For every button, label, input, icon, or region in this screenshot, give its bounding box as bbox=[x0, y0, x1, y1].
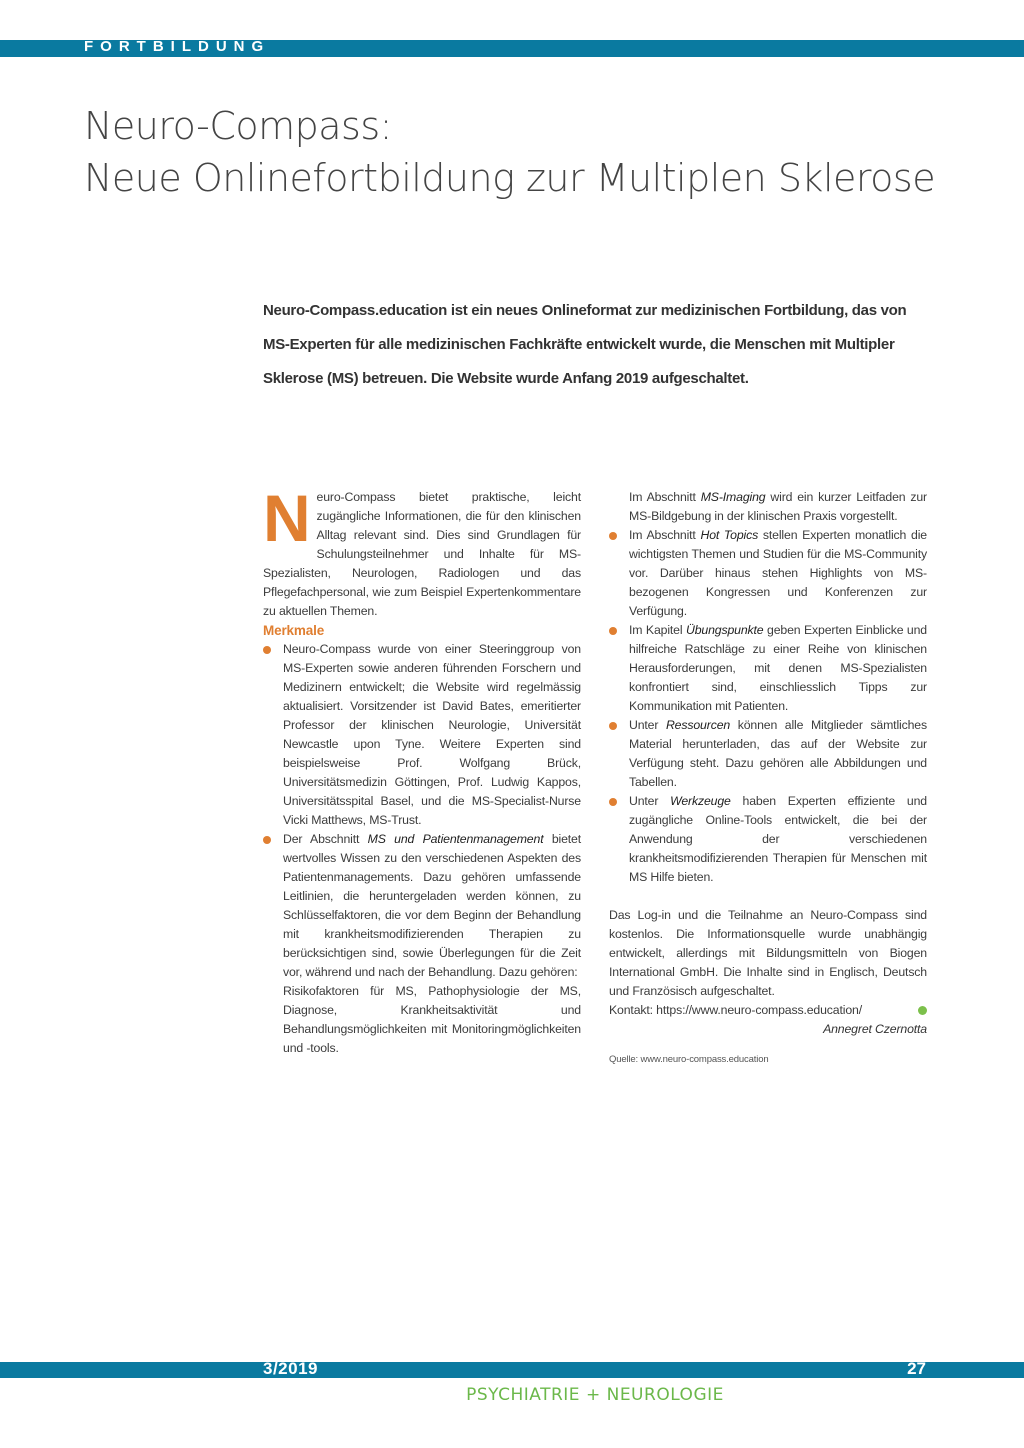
hot-text-post: stellen Experten monatlich die wichtigsten Themen und Studien für die MS-Community vor. Darüber hinaus stehen Highlights von MS-bezogenen Kongressen und Konferenzen zur Verfügung. bbox=[629, 528, 927, 618]
werk-text-pre: Unter bbox=[629, 794, 671, 808]
journal-name: PSYCHIATRIE + NEUROLOGIE bbox=[466, 1385, 724, 1405]
left-column bbox=[263, 481, 582, 1058]
res-text-post: können alle Mitglieder sämtliches Material herunterladen, das auf der Website zur Verfügung steht. Dazu gehören alle Abbildungen und Tabellen. bbox=[629, 718, 927, 789]
list-item bbox=[609, 716, 927, 792]
werk-emphasis: Werkzeuge bbox=[670, 794, 731, 808]
source-note: Quelle: www.neuro-compass.education bbox=[609, 1054, 769, 1065]
title-line-1: Neuro-Compass: bbox=[84, 104, 392, 148]
merkmale-heading: Merkmale bbox=[263, 623, 325, 638]
list-item-text-post: bietet wertvolles Wissen zu den verschiedenen Aspekten des Patientenmanagements. Dazu gehören umfassende Leitlinien, die heruntergeladen werden können, zu Schlüsselfaktoren, die vor dem Beginn der Behandlung mit krankheitsmodifizierenden Therapien zu berücksichtigen sind, sowie Überlegungen für die Zeit vor, während und nach der Behandlung. Dazu gehören: bbox=[283, 832, 582, 979]
features-list bbox=[609, 526, 927, 887]
list-item bbox=[609, 792, 927, 887]
merkmale-list bbox=[263, 640, 581, 1058]
issue-number: 3/2019 bbox=[263, 1359, 318, 1378]
intro-text: euro-Compass bietet praktische, leicht zugängliche Informationen, die für den klinischen Alltag relevant sind. Dies sind Grundlagen für Schulungsteilnehmer und Inhalte für MS-Spezialisten, Neurologen, Radiologen und das Pflegefachpersonal, wie zum Beispiel Expertenkommentare zu aktuellen Themen. bbox=[263, 490, 581, 618]
lead-paragraph: Neuro-Compass.education ist ein neues Onlineformat zur medizinischen Fortbildung, das von MS-Experten für alle medizinischen Fachkräfte entwickelt wurde, die Menschen mit Multipler Sklerose (MS) betreuen. Die Website wurde Anfang 2019 aufgeschaltet. bbox=[263, 302, 907, 387]
ueb-text-pre: Im Kapitel bbox=[629, 623, 686, 637]
imaging-text-pre: Im Abschnitt bbox=[629, 490, 701, 504]
list-item bbox=[263, 640, 581, 830]
section-label: FORTBILDUNG bbox=[84, 38, 271, 55]
bullet-dot-icon bbox=[263, 646, 271, 654]
hot-emphasis: Hot Topics bbox=[700, 528, 759, 542]
end-marker-icon bbox=[918, 1006, 927, 1015]
imaging-emphasis: MS-Imaging bbox=[700, 490, 766, 504]
intro-paragraph bbox=[263, 481, 581, 621]
imaging-text-post: wird ein kurzer Leitfaden zur MS-Bildgebung in der klinischen Praxis vorgestellt. bbox=[629, 490, 927, 523]
imaging-paragraph bbox=[609, 488, 927, 526]
bullet-dot-icon bbox=[609, 798, 617, 806]
bullet-dot-icon bbox=[609, 627, 617, 635]
author-name: Annegret Czernotta bbox=[823, 1022, 927, 1036]
footer-bar bbox=[0, 1362, 1024, 1378]
bullet-dot-icon bbox=[609, 532, 617, 540]
list-item bbox=[609, 526, 927, 621]
list-item-emphasis: MS und Patientenmanagement bbox=[367, 832, 544, 846]
res-text-pre: Unter bbox=[629, 718, 666, 732]
list-item-text-pre: Der Abschnitt bbox=[283, 832, 368, 846]
hot-text-pre: Im Abschnitt bbox=[629, 528, 701, 542]
ueb-emphasis: Übungspunkte bbox=[685, 623, 764, 637]
bullet-dot-icon bbox=[263, 836, 271, 844]
list-item bbox=[609, 621, 927, 716]
list-item-text: Neuro-Compass wurde von einer Steeringgroup von MS-Experten sowie anderen führenden Forschern und Medizinern entwickelt; die Website wird regelmässig aktualisiert. Vorsitzender ist David Bates, emeritierter Professor der klinischen Neurologie, Universität Newcastle upon Tyne. Weitere Experten sind beispielsweise Prof. Wolfgang Brück, Universitätsmedizin Göttingen, Prof. Ludwig Kappos, Universitätsspital Basel, und die MS-Specialist-Nurse Vicki Matthews, MS-Trust. bbox=[283, 642, 581, 827]
drop-cap: N bbox=[263, 481, 311, 555]
bullet-dot-icon bbox=[609, 722, 617, 730]
list-item bbox=[263, 830, 581, 1058]
article-title bbox=[84, 100, 964, 204]
title-line-2: Neue Onlinefortbildung zur Multiplen Sklerose bbox=[84, 156, 936, 200]
spacer bbox=[609, 887, 927, 906]
ueb-text-post: geben Experten Einblicke und hilfreiche Ratschläge zu einer Reihe von klinischen Herausforderungen, mit denen MS-Spezialisten konfrontiert sind, einschliesslich Tipps zur Kommunikation mit Patienten. bbox=[629, 623, 927, 713]
contact-link[interactable]: Kontakt: https://www.neuro-compass.education/ bbox=[609, 1003, 862, 1017]
res-emphasis: Ressourcen bbox=[665, 718, 731, 732]
werk-text-post: haben Experten effiziente und zugängliche Online-Tools entwickelt, die bei der Anwendung der verschiedenen krankheitsmodifizierenden Therapien für Menschen mit MS Hilfe bieten. bbox=[629, 794, 927, 884]
list-item-sublist: Risikofaktoren für MS, Pathophysiologie der MS, Diagnose, Krankheitsaktivität und Behandlungsmöglichkeiten mit Monitoringmöglichkeiten und -tools. bbox=[283, 984, 581, 1055]
closing-paragraph: Das Log-in und die Teilnahme an Neuro-Compass sind kostenlos. Die Informationsquelle wurde unabhängig entwickelt, allerdings mit Bildungsmitteln von Biogen International GmbH. Die Inhalte sind in Englisch, Deutsch und Französisch aufgeschaltet. bbox=[609, 908, 927, 998]
page-number: 27 bbox=[907, 1359, 926, 1378]
right-column bbox=[609, 488, 927, 1067]
contact-line bbox=[609, 1001, 927, 1020]
